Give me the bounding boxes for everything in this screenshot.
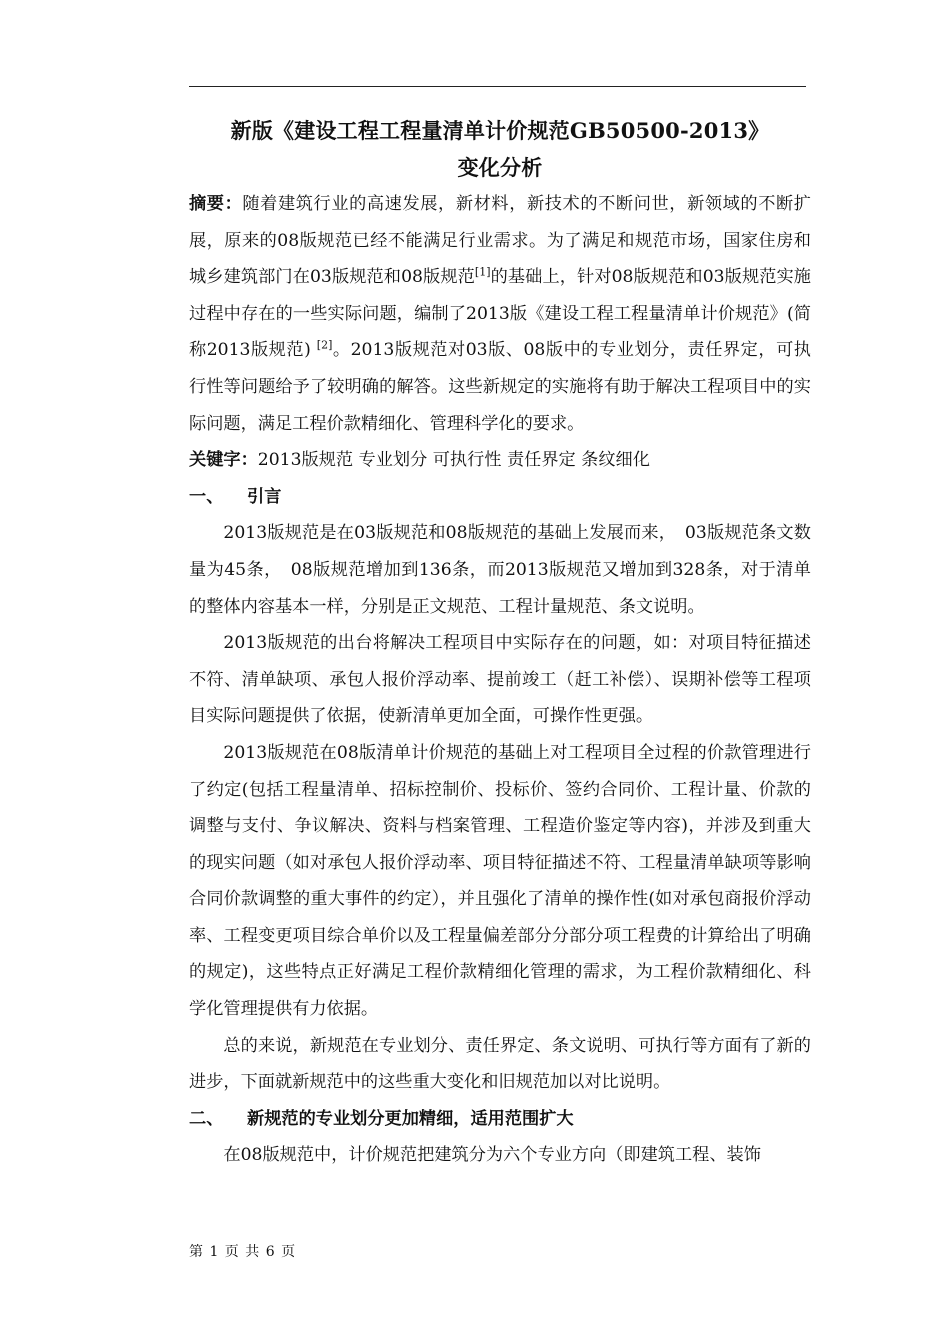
document-title <box>189 112 811 186</box>
section-heading-2 <box>189 1101 811 1138</box>
section2-paragraph-1: 在08版规范中，计价规范把建筑分为六个专业方向（即建筑工程、装饰 <box>223 1145 761 1166</box>
section1-paragraph-1: 2013版规范是在03版规范和08版规范的基础上发展而来， 03版规范条文数量为45条， 08版规范增加到136条，而2013版规范又增加到328条，对于清单的整体内容基本一样，分别是正文规范、工程计量规范、条文说明。 <box>189 523 811 617</box>
title-line-1: 新版《建设工程工程量清单计价规范GB50500-2013》 <box>230 118 770 143</box>
keywords-label: 关键字： <box>189 450 258 471</box>
document-body <box>189 112 811 1174</box>
section1-paragraph-3: 2013版规范在08版清单计价规范的基础上对工程项目全过程的价款管理进行了约定(包括工程量清单、招标控制价、投标价、签约合同价、工程计量、价款的调整与支付、争议解决、资料与档案管理、工程造价鉴定等内容)，并涉及到重大的现实问题（如对承包人报价浮动率、项目特征描述不符、工程量清单缺项等影响合同价款调整的重大事件的约定），并且强化了清单的操作性(如对承包商报价浮动率、工程变更项目综合单价以及工程量偏差部分分部分项工程费的计算给出了明确的规定)，这些特点正好满足工程价款精细化管理的需求，为工程价款精细化、科学化管理提供有力依据。 <box>189 742 811 1020</box>
section-heading-1 <box>189 479 811 516</box>
section-number-1: 一、 <box>189 486 224 507</box>
abstract-text-c: 。2013版规范对03版、08版中的专业划分，责任界定，可执行性等问题给予了较明确的解答。这些新规定的实施将有助于解决工程项目中的实际问题，满足工程价款精细化、管理科学化的要求。 <box>189 340 811 434</box>
section-number-2: 二、 <box>189 1108 224 1129</box>
abstract <box>189 186 811 442</box>
abstract-text-a: 随着建筑行业的高速发展，新材料，新技术的不断问世，新领域的不断扩展，原来的08版规范已经不能满足行业需求。为了满足和规范市场，国家住房和城乡建筑部门在03版规范和08版规范 <box>189 194 811 288</box>
page-footer: 第 1 页 共 6 页 <box>189 1244 297 1260</box>
section1-paragraph-2: 2013版规范的出台将解决工程项目中实际存在的问题，如：对项目特征描述不符、清单缺项、承包人报价浮动率、提前竣工（赶工补偿）、误期补偿等工程项目实际问题提供了依据，使新清单更加全面，可操作性更强。 <box>189 633 811 727</box>
keywords <box>189 442 811 479</box>
abstract-label: 摘要： <box>189 194 243 214</box>
citation-ref-2: [2] <box>316 338 333 352</box>
title-line-2: 变化分析 <box>457 155 543 180</box>
section-title-2: 新规范的专业划分更加精细，适用范围扩大 <box>247 1108 574 1129</box>
section1-paragraph-4: 总的来说，新规范在专业划分、责任界定、条文说明、可执行等方面有了新的进步，下面就新规范中的这些重大变化和旧规范加以对比说明。 <box>189 1035 811 1093</box>
citation-ref-1: [1] <box>474 265 491 279</box>
header-rule <box>189 86 806 87</box>
abstract-text-b: 的基础上，针对08版规范和03版规范实施过程中存在的一些实际问题，编制了2013版《建设工程工程量清单计价规范》(简称2013版规范) <box>189 267 811 361</box>
section-title-1: 引言 <box>247 486 282 507</box>
keywords-text: 2013版规范 专业划分 可执行性 责任界定 条纹细化 <box>257 450 650 471</box>
